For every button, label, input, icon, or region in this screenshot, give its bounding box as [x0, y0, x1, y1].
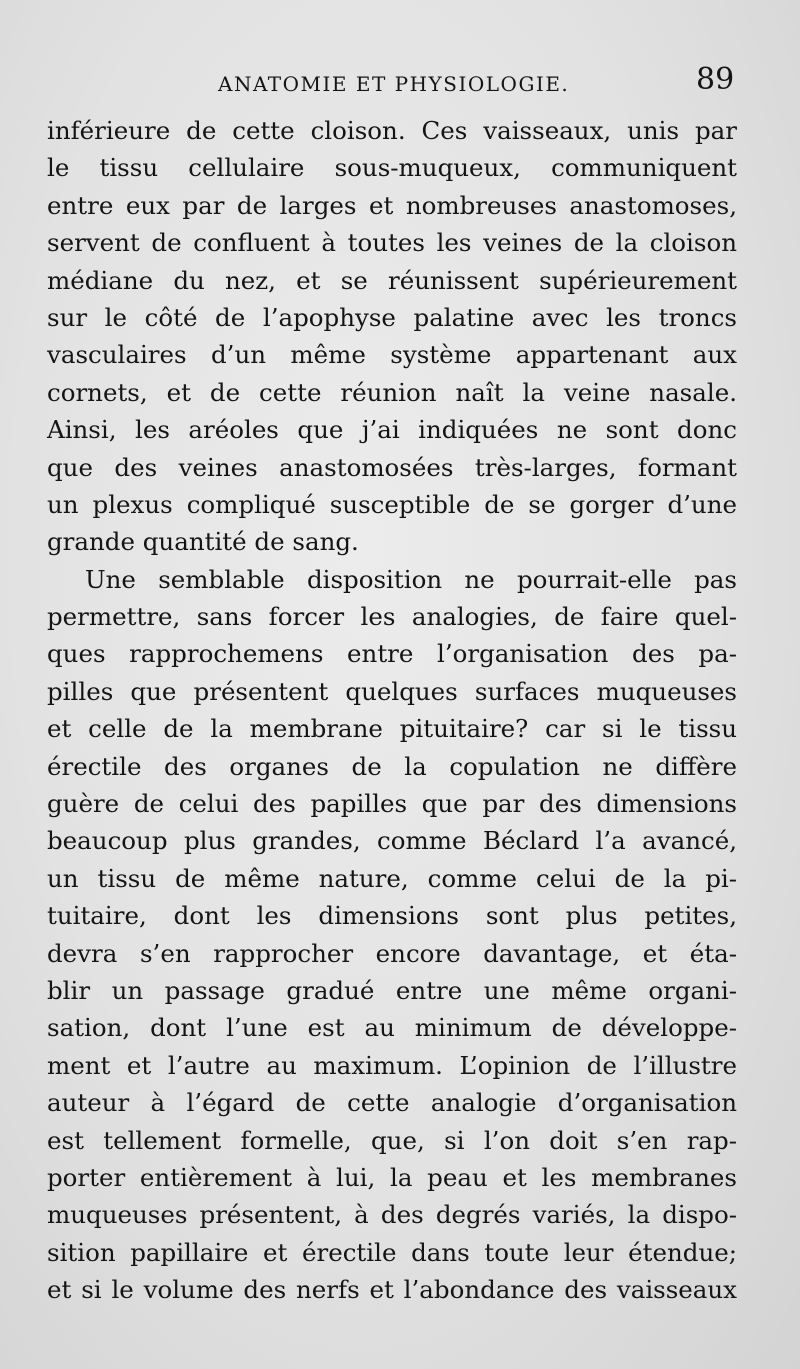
body-text — [47, 112, 737, 1309]
text-line: et celle de la membrane pituitaire? car si le tissu — [47, 714, 737, 744]
text-line: inférieure de cette cloison. Ces vaisseaux, unis par — [47, 116, 737, 145]
text-line: auteur à l’égard de cette analogie d’organisation — [47, 1088, 737, 1118]
text-line: est tellement formelle, que, si l’on doit s’en rap- — [47, 1125, 737, 1155]
text-line: vasculaires d’un même système appartenant aux — [47, 340, 737, 370]
text-line: le tissu cellulaire sous-muqueux, communiquent — [47, 153, 737, 183]
text-line: ques rapprochemens entre l’organisation des pa- — [47, 639, 737, 669]
page-header — [0, 62, 800, 102]
text-line: devra s’en rapprocher encore davantage, et éta- — [47, 938, 737, 968]
page-number: 89 — [696, 62, 735, 97]
text-line: sition papillaire et érectile dans toute leur étendue; — [47, 1237, 737, 1267]
text-line: permettre, sans forcer les analogies, de faire quel- — [47, 602, 737, 632]
text-line: médiane du nez, et se réunissent supérieurement — [47, 265, 737, 295]
paragraph-start-line: Une semblable disposition ne pourrait-elle pas — [85, 564, 737, 594]
paragraph-end-line: grande quantité de sang. — [47, 527, 359, 557]
text-line: sur le côté de l’apophyse palatine avec les troncs — [47, 302, 737, 332]
text-line: que des veines anastomosées très-larges, formant — [47, 452, 737, 482]
text-line: servent de confluent à toutes les veines de la cloison — [47, 228, 737, 258]
text-line: porter entièrement à lui, la peau et les membranes — [47, 1162, 737, 1192]
text-line: et si le volume des nerfs et l’abondance des vaisseaux — [47, 1275, 737, 1305]
text-line: un plexus compliqué susceptible de se gorger d’une — [47, 489, 737, 519]
text-line: blir un passage gradué entre une même organi- — [47, 975, 737, 1005]
text-line: un tissu de même nature, comme celui de la pi- — [47, 863, 737, 893]
text-line: pilles que présentent quelques surfaces muqueuses — [47, 676, 737, 706]
text-line: guère de celui des papilles que par des dimensions — [47, 789, 737, 819]
text-line: sation, dont l’une est au minimum de développe- — [47, 1013, 737, 1043]
text-line: érectile des organes de la copulation ne diffère — [47, 751, 737, 781]
running-title: ANATOMIE ET PHYSIOLOGIE. — [218, 72, 570, 96]
text-line: tuitaire, dont les dimensions sont plus petites, — [47, 901, 737, 931]
text-line: Ainsi, les aréoles que j’ai indiquées ne sont donc — [47, 415, 737, 445]
text-line: muqueuses présentent, à des degrés variés, la dispo- — [47, 1200, 737, 1230]
text-line: ment et l’autre au maximum. L’opinion de l’illustre — [47, 1050, 737, 1080]
text-line: beaucoup plus grandes, comme Béclard l’a avancé, — [47, 826, 737, 856]
text-line: cornets, et de cette réunion naît la veine nasale. — [47, 377, 737, 407]
text-line: entre eux par de larges et nombreuses anastomoses, — [47, 190, 737, 220]
